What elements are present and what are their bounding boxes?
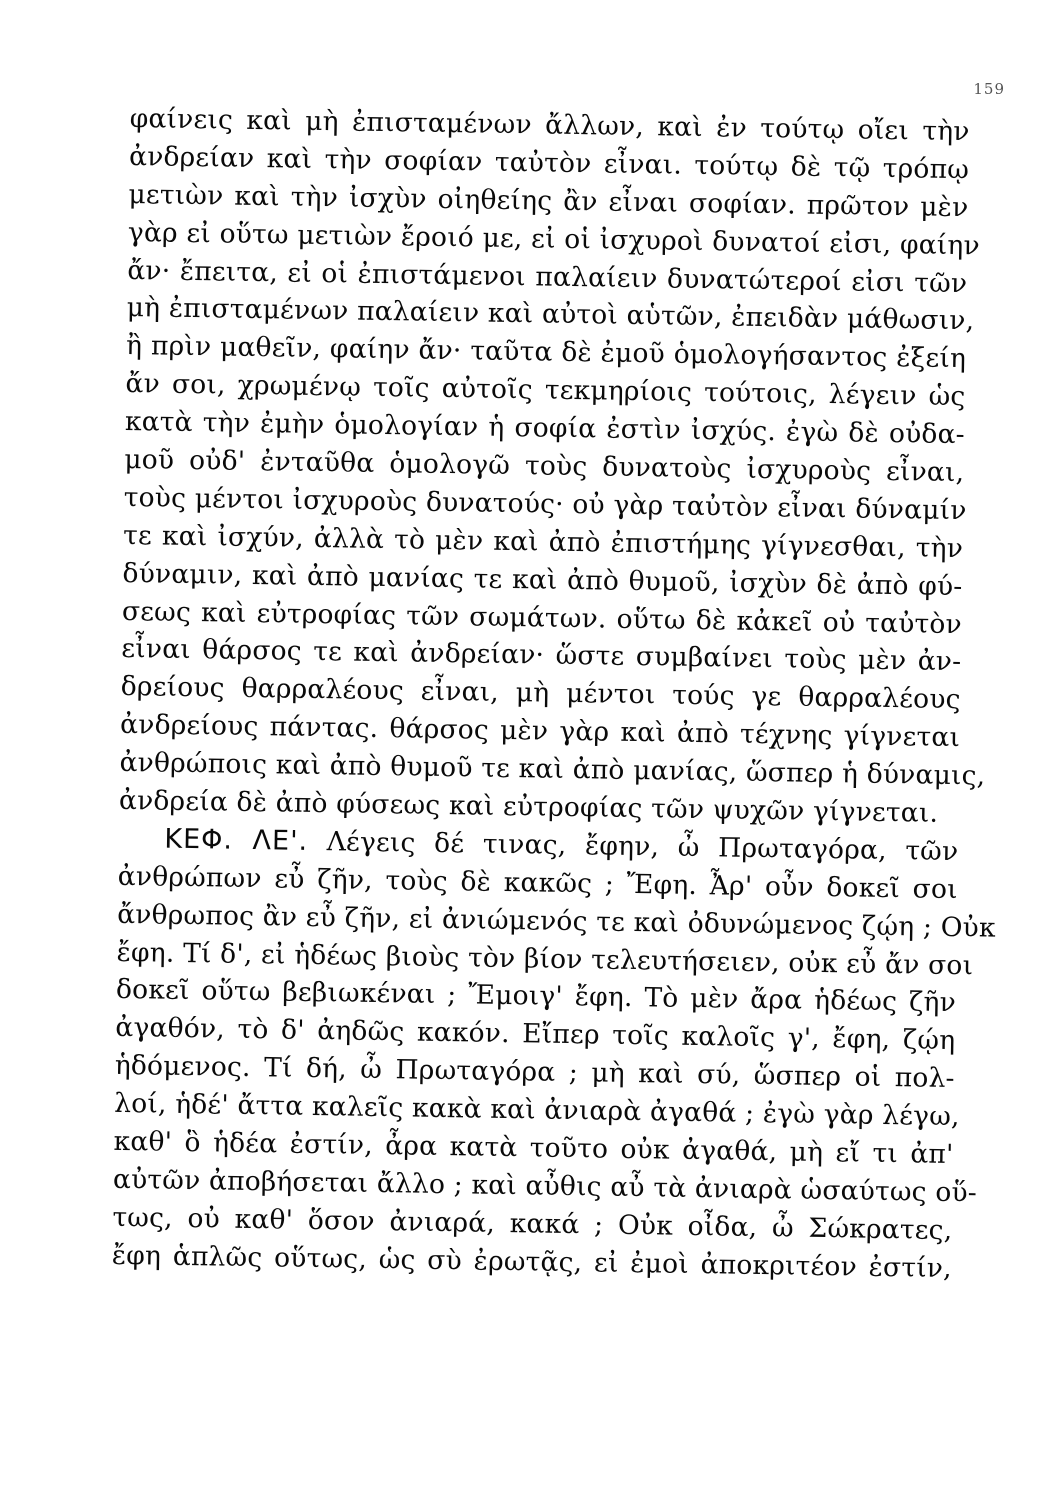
text-line: ἄν σοι, χρωμένῳ τοῖς αὐτοῖς τεκμηρίοις τούτοις, λέγειν ὡς	[125, 368, 966, 413]
text-line: ἀνθρώπων εὖ ζῆν, τοὺς δὲ κακῶς ; Ἔφη. Ἆρ' οὖν δοκεῖ σοι	[117, 860, 958, 905]
text-line: ἢ πρὶν μαθεῖν, φαίην ἄν· ταῦτα δὲ ἐμοῦ ὁμολογήσαντος ἐξείη	[125, 330, 967, 375]
text-line: τοὺς μέντοι ἰσχυροὺς δυνατούς· οὐ γὰρ ταὐτὸν εἶναι δύναμίν	[123, 481, 967, 527]
text-line: σεως καὶ εὐτροφίας τῶν σωμάτων. οὕτω δὲ κἀκεῖ οὐ ταὐτὸν	[121, 595, 963, 640]
text-line: καθ' ὃ ἡδέα ἐστίν, ἆρα κατὰ τοῦτο οὐκ ἀγαθά, μὴ εἴ τι ἀπ'	[113, 1125, 954, 1171]
chapter-heading: ΚΕΦ. ΛΕ'.	[164, 823, 309, 857]
text-line: μοῦ οὐδ' ἐνταῦθα ὁμολογῶ τοὺς δυνατοὺς ἰσχυροὺς εἶναι,	[124, 443, 965, 489]
text-body	[111, 100, 996, 1288]
text-line: αὐτῶν ἀποβήσεται ἄλλο ; καὶ αὖθις αὖ τὰ ἀνιαρὰ ὡσαύτως οὕ-	[112, 1163, 978, 1209]
text-line: φαίνεις καὶ μὴ ἐπισταμένων ἄλλων, καὶ ἐν τούτῳ οἴει τὴν	[129, 102, 970, 148]
text-line: ἄνθρωπος ἂν εὖ ζῆν, εἰ ἀνιώμενός τε καὶ ὀδυνώμενος ζῴη ; Οὐκ	[116, 898, 996, 944]
text-line: ἀνδρείαν καὶ τὴν σοφίαν ταὐτὸν εἶναι. τούτῳ δὲ τῷ τρόπῳ	[128, 140, 970, 186]
page-number: 159	[973, 80, 1005, 98]
text-line: ἀνδρείους πάντας. θάρσος μὲν γὰρ καὶ ἀπὸ τέχνης γίγνεται	[119, 709, 961, 754]
text-line: κατὰ τὴν ἐμὴν ὁμολογίαν ἡ σοφία ἐστὶν ἰσχύς. ἐγὼ δὲ οὐδα-	[124, 406, 966, 451]
text-line: ἔφη ἁπλῶς οὕτως, ὡς σὺ ἐρωτᾷς, εἰ ἐμοὶ ἀποκριτέον ἐστίν,	[111, 1239, 952, 1284]
text-line: ἀγαθόν, τὸ δ' ἀηδῶς κακόν. Εἴπερ τοῖς καλοῖς γ', ἔφη, ζῴη	[115, 1012, 956, 1057]
text-line: τως, οὐ καθ' ὅσον ἀνιαρά, κακά ; Οὐκ οἶδα, ὦ Σώκρατες,	[112, 1201, 953, 1246]
text-line: ἄν· ἔπειτα, εἰ οἱ ἐπιστάμενοι παλαίειν δυνατώτεροί εἰσι τῶν	[127, 254, 968, 299]
text-line: ἀνθρώποις καὶ ἀπὸ θυμοῦ τε καὶ ἀπὸ μανίας, ὥσπερ ἡ δύναμις,	[119, 747, 986, 792]
text-line: ἡδόμενος. Τί δή, ὦ Πρωταγόρα ; μὴ καὶ σύ, ὥσπερ οἱ πολ-	[114, 1050, 955, 1095]
text-line: δοκεῖ οὕτω βεβιωκέναι ; Ἔμοιγ' ἔφη. Τὸ μὲν ἄρα ἡδέως ζῆν	[115, 974, 957, 1019]
text-line: λοί, ἡδέ' ἄττα καλεῖς κακὰ καὶ ἀνιαρὰ ἀγαθά ; ἐγὼ γὰρ λέγω,	[113, 1088, 960, 1133]
text-line: μὴ ἐπισταμένων παλαίειν καὶ αὐτοὶ αὑτῶν, ἐπειδὰν μάθωσιν,	[126, 292, 975, 337]
chapter-first-line-text: Λέγεις δέ τινας, ἔφην, ὦ Πρωταγόρα, τῶν	[307, 825, 959, 868]
text-line: μετιὼν καὶ τὴν ἰσχὺν οἰηθείης ἂν εἶναι σοφίαν. πρῶτον μὲν	[128, 178, 969, 223]
text-line: ἔφη. Τί δ', εἰ ἡδέως βιοὺς τὸν βίον τελευτήσειεν, οὐκ εὖ ἄν σοι	[116, 936, 974, 981]
text-line: ἀνδρεία δὲ ἀπὸ φύσεως καὶ εὐτροφίας τῶν ψυχῶν γίγνεται.	[118, 784, 939, 829]
text-line: δρείους θαρραλέους εἶναι, μὴ μέντοι τούς γε θαρραλέους	[120, 671, 961, 716]
text-line: τε καὶ ἰσχύν, ἀλλὰ τὸ μὲν καὶ ἀπὸ ἐπιστήμης γίγνεσθαι, τὴν	[122, 519, 964, 564]
text-line: γὰρ εἰ οὕτω μετιὼν ἔροιό με, εἰ οἱ ἰσχυροὶ δυνατοί εἰσι, φαίην	[127, 216, 981, 262]
text-line: εἶναι θάρσος τε καὶ ἀνδρείαν· ὥστε συμβαίνει τοὺς μὲν ἀν-	[121, 633, 962, 678]
text-line: δύναμιν, καὶ ἀπὸ μανίας τε καὶ ἀπὸ θυμοῦ, ἰσχὺν δὲ ἀπὸ φύ-	[122, 557, 963, 602]
